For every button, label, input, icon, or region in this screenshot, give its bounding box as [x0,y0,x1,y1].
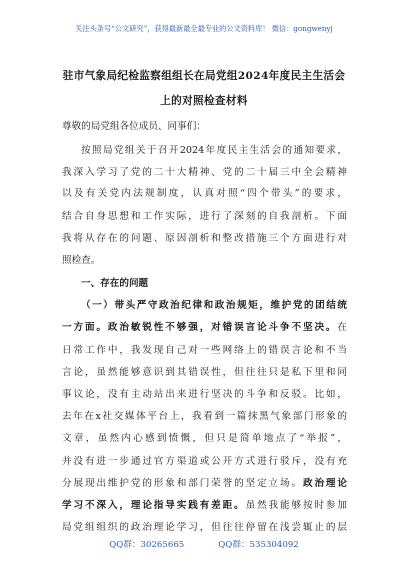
intro-line: 我将从存在的问题、原因剖析和整改措施三个方面进行对 [62,233,347,244]
intro-line: 照检查。 [62,255,101,266]
footer-qq-group-2: QQ群：535304092 [218,540,299,550]
subsection-heading-cont [62,321,347,334]
salutation: 尊敬的局党组各位成员、同事们： [62,121,206,132]
subsection-heading-bold: 一方面。政治敏锐性不够强，对错误言论斗争不坚决。 [62,322,338,333]
intro-line: 按照局党组关于召开2024年度民主生活会的通知要求， [81,145,347,156]
body-line-mixed [62,477,347,490]
bold-text: 政治理论 [302,478,348,489]
body-line: 言论，虽然能够意识到其错误性，但往往只是私下里和同 [62,367,347,378]
intro-line: 我深入学习了党的二十大精神、党的二十届三中全会精神 [62,167,347,178]
section-heading: 一、存在的问题 [81,278,149,289]
footer [0,538,408,550]
body-line: 日常工作中，我发现自己对一些网络上的错误言论和不当 [62,345,347,356]
bold-text: 学习不深入，理论指导实践有差距。 [62,500,246,511]
body-line: 事议论，没有主动站出来进行坚决的斗争和反驳。比如， [62,389,347,400]
intro-line: 结合自身思想和工作实际，进行了深刻的自我剖析。下面 [62,211,347,222]
intro-line: 以及有关党内法规制度，认真对照“四个带头”的要求， [62,188,347,199]
body-text: 虽然我能够按时参加 [245,500,348,511]
document-title-line-2: 上的对照检查材料 [160,95,248,107]
body-line: 并没有进一步通过官方渠道或公开方式进行驳斥，没有充 [62,456,347,467]
body-text: 分展现出维护党的形象和部门荣誉的坚定立场。 [62,478,303,489]
body-line: 去年在x社交媒体平台上，我看到一篇抹黑气象部门形象的 [62,411,347,422]
footer-qq-group-1: QQ群：30265665 [109,540,185,550]
body-line: 局党组组织的政治理论学习，但往往停留在浅尝辄止的层 [62,522,347,533]
body-line: 文章，虽然内心感到愤慨，但只是简单地点了“举报”， [62,433,347,444]
body-line-mixed [62,499,347,512]
document-title-line-1: 驻市气象局纪检监察组组长在局党组2024年度民主生活会 [62,70,346,82]
body-text: 在 [337,322,347,333]
subsection-heading: （一）带头严守政治纪律和政治规矩，维护党的团结统 [81,300,347,311]
header-banner: 关注头条号“公文研究”，获得最新最全最专业的公文资料库！ 微信：gongwenyj [75,24,333,33]
